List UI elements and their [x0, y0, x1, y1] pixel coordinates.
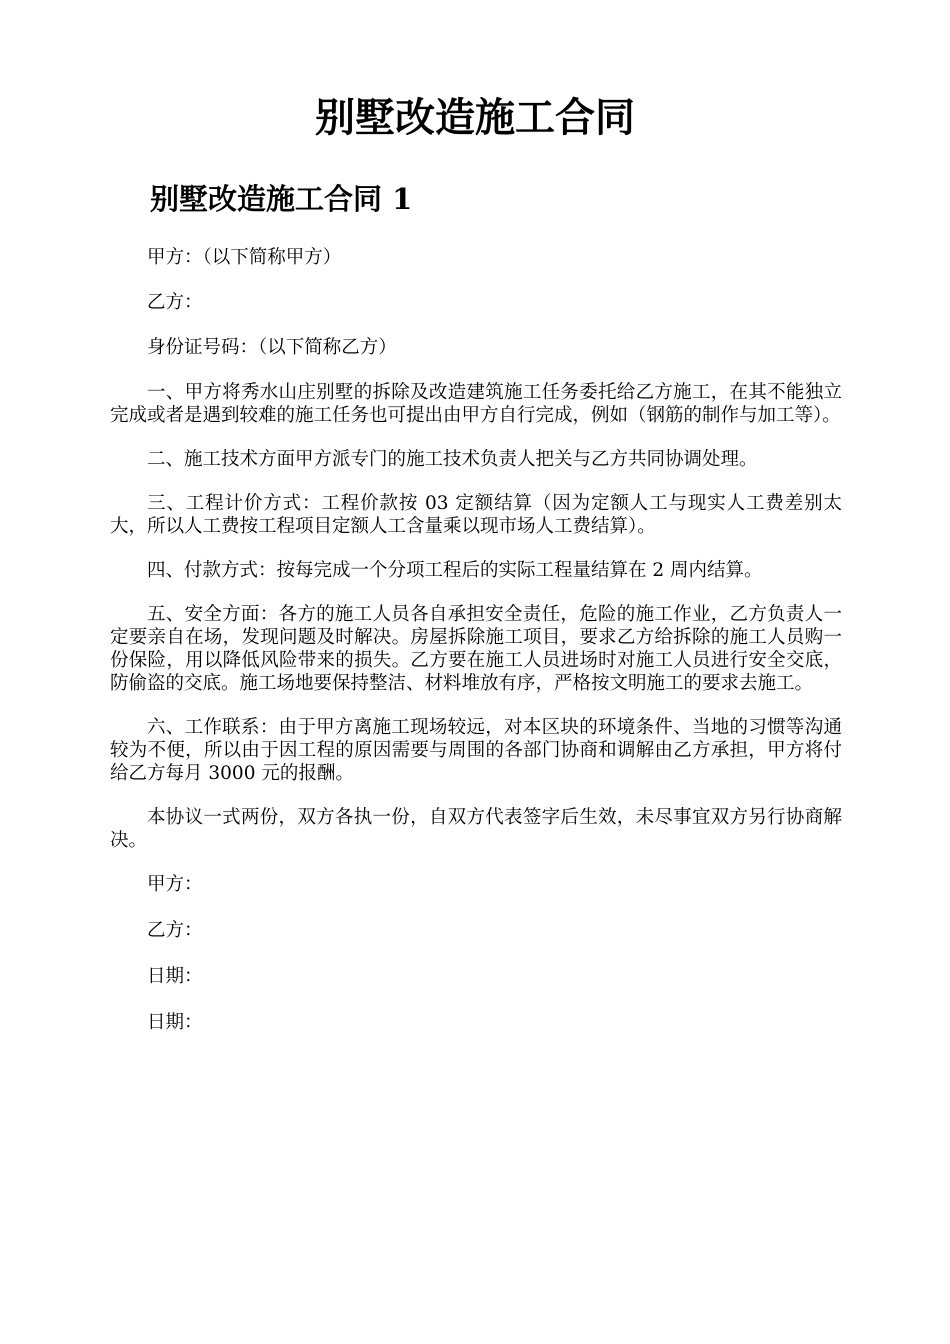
signature-party-a: 甲方：: [147, 874, 203, 895]
signature-party-b: 乙方：: [147, 920, 203, 941]
clause-2: 二、施工技术方面甲方派专门的施工技术负责人把关与乙方共同协调处理。: [147, 449, 758, 470]
clause-1: 一、甲方将秀水山庄别墅的拆除及改造建筑施工任务委托给乙方施工，在其不能独立完成或者是遇到较难的施工任务也可提出由甲方自行完成，例如（钢筋的制作与加工等）。: [110, 382, 842, 426]
party-a-line: 甲方：（以下简称甲方）: [147, 247, 342, 268]
signature-date-1: 日期：: [147, 966, 203, 987]
clause-4: 四、付款方式：按每完成一个分项工程后的实际工程量结算在 2 周内结算。: [147, 560, 763, 581]
id-number-line: 身份证号码：（以下简称乙方）: [147, 337, 397, 358]
closing-clause: 本协议一式两份，双方各执一份，自双方代表签字后生效，未尽事宜双方另行协商解决。: [110, 807, 842, 851]
party-b-line: 乙方：: [147, 292, 203, 313]
signature-date-2: 日期：: [147, 1012, 203, 1033]
section-heading: 别墅改造施工合同 1: [150, 182, 413, 216]
document-title: 别墅改造施工合同: [315, 94, 635, 141]
clause-6: 六、工作联系：由于甲方离施工现场较远，对本区块的环境条件、当地的习惯等沟通较为不便，所以由于因工程的原因需要与周围的各部门协商和调解由乙方承担，甲方将付给乙方每月 3000 元的报酬。: [110, 717, 842, 784]
contract-body: [110, 246, 842, 1057]
clause-5: 五、安全方面：各方的施工人员各自承担安全责任，危险的施工作业，乙方负责人一定要亲自在场，发现问题及时解决。房屋拆除施工项目，要求乙方给拆除的施工人员购一份保险，用以降低风险带来的损失。乙方要在施工人员进场时对施工人员进行安全交底，防偷盗的交底。施工场地要保持整洁、材料堆放有序，严格按文明施工的要求去施工。: [110, 604, 842, 694]
clause-3: 三、工程计价方式：工程价款按 03 定额结算（因为定额人工与现实人工费差别太大，所以人工费按工程项目定额人工含量乘以现市场人工费结算）。: [110, 493, 842, 537]
